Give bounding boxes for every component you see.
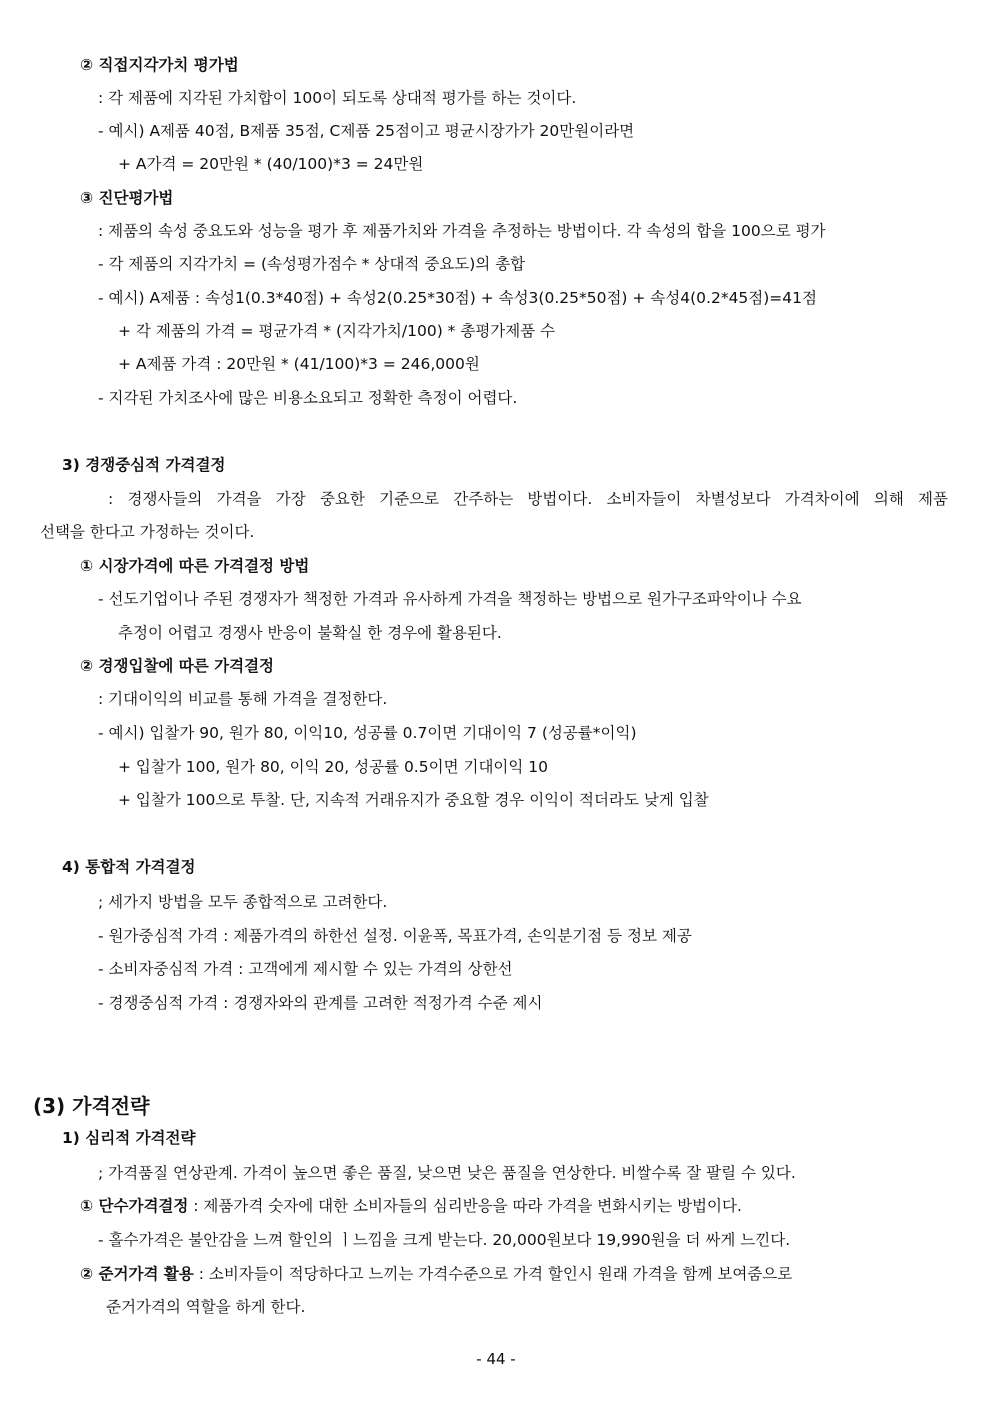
text-line: 추정이 어렵고 경쟁사 반응이 불확실 한 경우에 활용된다. — [118, 624, 502, 642]
term-definition: : 소비자들이 적당하다고 느끼는 가격수준으로 가격 할인시 원래 가격을 함께 보여줌으로 — [193, 1265, 793, 1283]
text-line: + 각 제품의 가격 = 평균가격 * (지각가치/100) * 총평가제품 수 — [118, 322, 556, 340]
text-line: 준거가격의 역할을 하게 한다. — [106, 1298, 306, 1316]
text-line: : 기대이익의 비교를 통해 가격을 결정한다. — [98, 690, 388, 708]
definition-line — [80, 1195, 742, 1217]
text-line: - 경쟁중심적 가격 : 경쟁자와의 관계를 고려한 적정가격 수준 제시 — [98, 994, 543, 1012]
text-line: - 예시) A제품 40점, B제품 35점, C제품 25점이고 평균시장가가 20만원이라면 — [98, 122, 635, 140]
text-line: ; 가격품질 연상관계. 가격이 높으면 좋은 품질, 낮으면 낮은 품질을 연상한다. 비쌀수록 잘 팔릴 수 있다. — [98, 1164, 796, 1182]
text-line: - 예시) 입찰가 90, 원가 80, 이익10, 성공률 0.7이면 기대이익 7 (성공률*이익) — [98, 724, 637, 742]
text-line: 선택을 한다고 가정하는 것이다. — [40, 523, 255, 541]
section-heading: ② 직접지각가치 평가법 — [80, 56, 239, 74]
text-line: : 제품의 속성 중요도와 성능을 평가 후 제품가치와 가격을 추정하는 방법이다. 각 속성의 합을 100으로 평가 — [98, 222, 826, 240]
term-label: ① 단수가격결정 — [80, 1197, 189, 1215]
section-heading: ① 시장가격에 따른 가격결정 방법 — [80, 557, 310, 575]
page-number: - 44 - — [476, 1350, 516, 1368]
text-line: - 지각된 가치조사에 많은 비용소요되고 정확한 측정이 어렵다. — [98, 389, 518, 407]
section-heading: 4) 통합적 가격결정 — [62, 858, 196, 876]
section-heading: 3) 경쟁중심적 가격결정 — [62, 456, 226, 474]
text-line: : 각 제품에 지각된 가치합이 100이 되도록 상대적 평가를 하는 것이다. — [98, 89, 577, 107]
section-heading: (3) 가격전략 — [33, 1094, 150, 1118]
text-line: ; 세가지 방법을 모두 종합적으로 고려한다. — [98, 893, 388, 911]
term-label: ② 준거가격 활용 — [80, 1265, 194, 1283]
text-line: - 각 제품의 지각가치 = (속성평가점수 * 상대적 중요도)의 총합 — [98, 255, 526, 273]
text-line: : 경쟁사들의 가격을 가장 중요한 기준으로 간주하는 방법이다. 소비자들이 차별성보다 가격차이에 의해 제품 — [108, 490, 948, 508]
section-heading: 1) 심리적 가격전략 — [62, 1129, 196, 1147]
text-line: + A가격 = 20만원 * (40/100)*3 = 24만원 — [118, 155, 424, 173]
text-line: + A제품 가격 : 20만원 * (41/100)*3 = 246,000원 — [118, 355, 480, 373]
text-line: - 소비자중심적 가격 : 고객에게 제시할 수 있는 가격의 상한선 — [98, 960, 513, 978]
section-heading: ② 경쟁입찰에 따른 가격결정 — [80, 657, 275, 675]
text-line: - 선도기업이나 주된 경쟁자가 책정한 가격과 유사하게 가격을 책정하는 방법으로 원가구조파악이나 수요 — [98, 590, 802, 608]
text-line: - 예시) A제품 : 속성1(0.3*40점) + 속성2(0.25*30점) + 속성3(0.25*50점) + 속성4(0.2*45점)=41점 — [98, 289, 817, 307]
text-line: + 입찰가 100으로 투찰. 단, 지속적 거래유지가 중요할 경우 이익이 적더라도 낮게 입찰 — [118, 791, 709, 809]
definition-line — [80, 1263, 792, 1285]
text-line: - 원가중심적 가격 : 제품가격의 하한선 설정. 이윤폭, 목표가격, 손익분기점 등 정보 제공 — [98, 927, 692, 945]
term-definition: : 제품가격 숫자에 대한 소비자들의 심리반응을 따라 가격을 변화시키는 방법이다. — [188, 1197, 742, 1215]
text-line: + 입찰가 100, 원가 80, 이익 20, 성공률 0.5이면 기대이익 10 — [118, 758, 549, 776]
section-heading: ③ 진단평가법 — [80, 189, 174, 207]
text-line: - 홀수가격은 불안감을 느껴 할인의 ㅣ느낌을 크게 받는다. 20,000원보다 19,990원을 더 싸게 느낀다. — [98, 1231, 791, 1249]
